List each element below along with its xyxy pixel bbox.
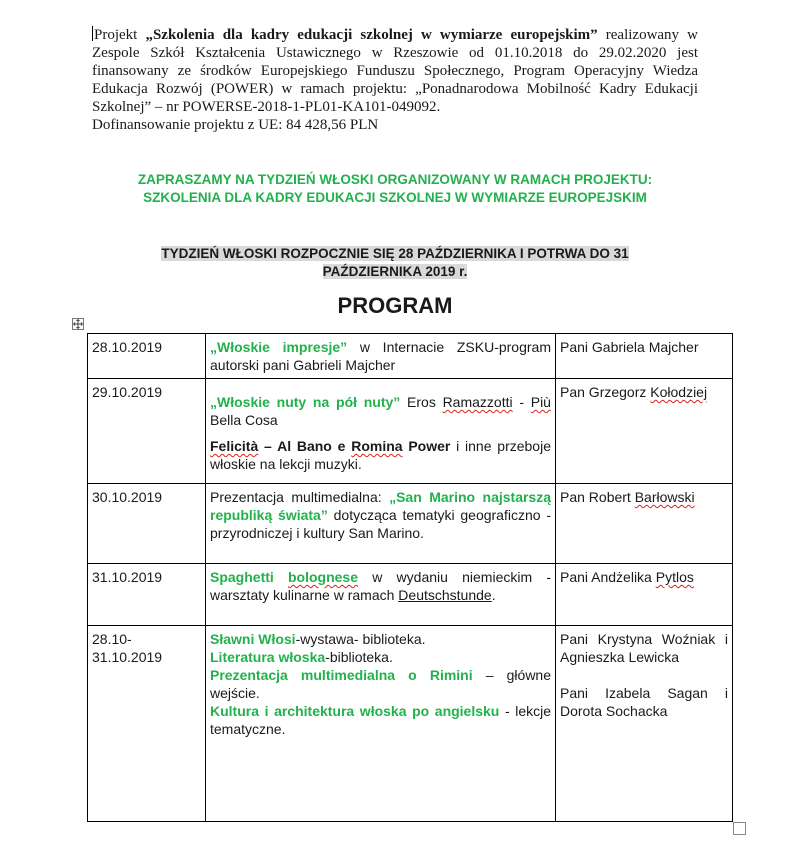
program-title: PROGRAM [337,293,453,318]
date-cell: 28.10.2019 [88,334,206,379]
intro-body: realizowany w Zespole Szkół Kształcenia Ustawicznego w Rzeszowie od 01.10.2018 do 29.02.2020 jest finansowany ze środków Europejskiego Funduszu Społecznego, Program Operacyjny Wiedza Edukacja Rozwój (POWER) w ramach projektu: „Ponadnarodowa Mobilność Kadry Edukacji Szkolnej” – nr POWERSE-2018-1-PL01-KA101-049092. [92,27,698,115]
person-cell: Pani Gabriela Majcher [556,334,733,379]
activity-text: w Internacie ZSKU-program autorski pani Gabrieli Majcher [210,339,551,373]
project-title: „Szkolenia dla kadry edukacji szkolnej w wymiarze europejskim” [145,27,598,43]
program-table [87,333,733,822]
table-row [88,564,733,626]
invitation-line-1: ZAPRASZAMY NA TYDZIEŃ WŁOSKI ORGANIZOWANY W RAMACH PROJEKTU: [137,172,653,187]
activity-title: „San Marino najstarszą republiką świata” [210,489,551,523]
funding-line: Dofinansowanie projektu z UE: 84 428,56 PLN [92,117,379,133]
table-move-handle-icon[interactable] [72,318,84,330]
invitation-heading [92,171,698,207]
activity-cell [206,379,556,484]
activity-line: Felicità – Al Bano e Romina Power i inne przeboje włoskie na lekcji muzyki. [210,438,551,472]
activity-title: „Włoskie nuty na pół nuty” [210,394,401,410]
activity-line: Kultura i architektura włoska po angielsku - lekcje tematyczne. [210,703,551,737]
date-cell: 30.10.2019 [88,484,206,564]
table-row [88,334,733,379]
activity-cell [206,334,556,379]
intro-lead: Projekt [94,27,146,43]
date-cell: 28.10- 31.10.2019 [88,626,206,822]
activity-cell [206,626,556,822]
activity-line: „Włoskie nuty na pół nuty” Eros Ramazzotti - Più Bella Cosa [210,394,551,428]
activity-cell: Spaghetti bolognese w wydaniu niemieckim - warsztaty kulinarne w ramach Deutschstunde. [206,564,556,626]
week-dates-heading [92,245,698,281]
person-cell: Pani Andżelika Pytlos [556,564,733,626]
dates-line-2: PAŹDZIERNIKA 2019 r. [322,264,468,279]
table-row [88,626,733,822]
dates-line-1: TYDZIEŃ WŁOSKI ROZPOCZNIE SIĘ 28 PAŹDZIERNIKA I POTRWA DO 31 [161,246,629,261]
table-resize-handle[interactable] [733,822,746,835]
activity-title: „Włoskie impresje” [210,339,348,355]
activity-cell: Prezentacja multimedialna: „San Marino najstarszą republiką świata” dotycząca tematyki geograficzno - przyrodniczej i kultury San Marino. [206,484,556,564]
invitation-line-2: SZKOLENIA DLA KADRY EDUKACJI SZKOLNEJ W WYMIARZE EUROPEJSKIM [143,190,647,205]
person-cell: Pan Robert Barłowski [556,484,733,564]
text-cursor [92,26,93,41]
person-cell: Pan Grzegorz Kołodziej [556,379,733,484]
project-intro [92,26,698,134]
activity-line: Literatura włoska-biblioteka. [210,649,393,665]
date-cell: 29.10.2019 [88,379,206,484]
date-cell: 31.10.2019 [88,564,206,626]
activity-line: Sławni Włosi-wystawa- biblioteka. [210,631,426,647]
activity-line: Prezentacja multimedialna o Rimini – główne wejście. [210,667,551,701]
table-row [88,379,733,484]
table-row [88,484,733,564]
person-cell: Pani Krystyna Woźniak i Agnieszka Lewicka Pani Izabela Sagan i Dorota Sochacka [556,626,733,822]
